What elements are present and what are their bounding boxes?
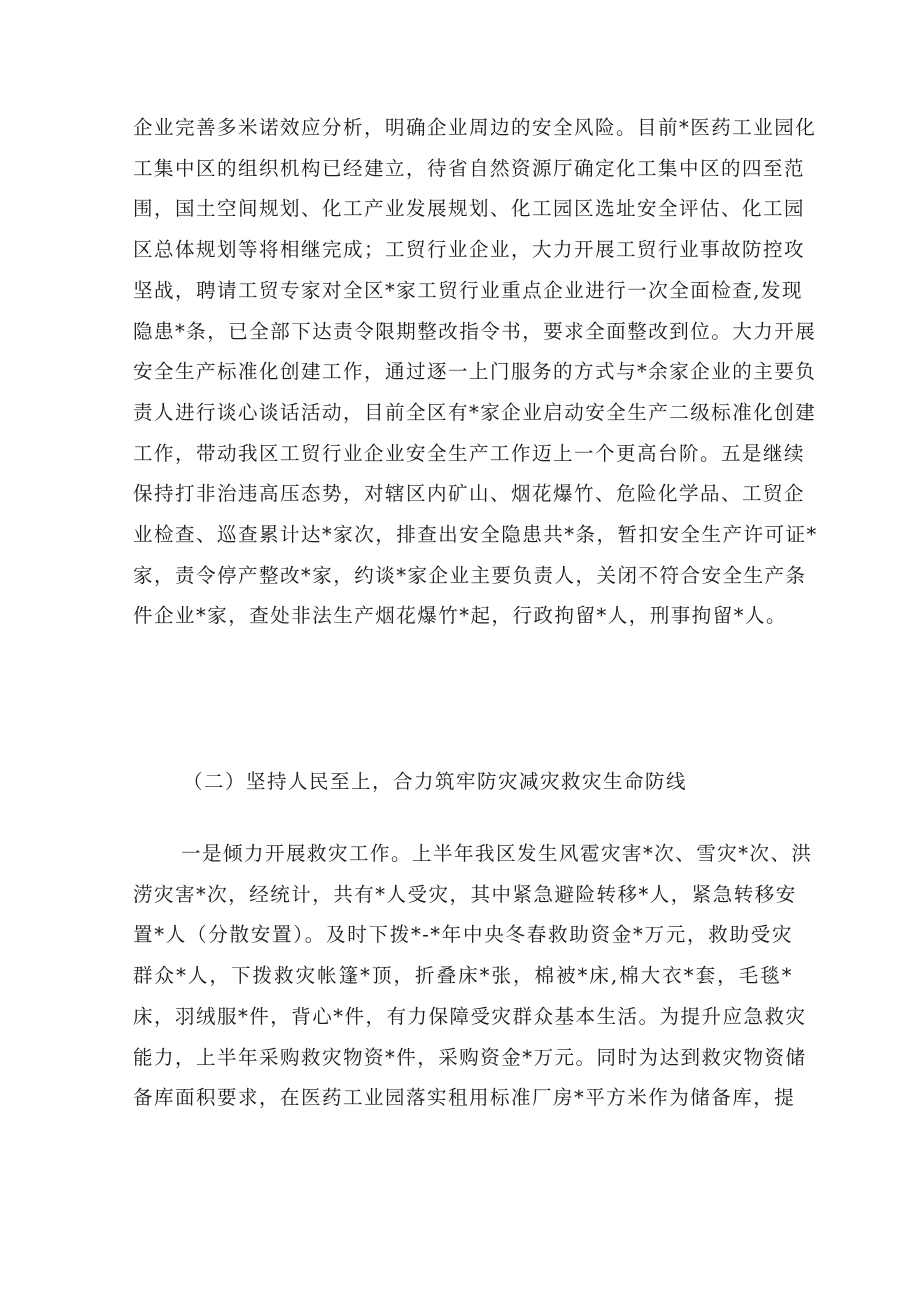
paragraph-line: 企业完善多米诺效应分析，明确企业周边的安全风险。目前*医药工业园化 <box>133 116 817 139</box>
paragraph-line: 业检查、巡查累计达*家次，排查出安全隐患共*条，暂扣安全生产许可证* <box>133 523 818 547</box>
body-paragraph-1 <box>133 108 818 637</box>
section-heading: （二）坚持人民至上，合力筑牢防灾减灾救灾生命防线 <box>183 770 688 793</box>
paragraph-line: 家，责令停产整改*家，约谈*家企业主要负责人，关闭不符合安全生产条 <box>133 563 807 587</box>
paragraph-line: 涝灾害*次，经统计，共有*人受灾，其中紧急避险转移*人，紧急转移安 <box>133 882 797 906</box>
paragraph-line: 一是倾力开展救灾工作。上半年我区发生风雹灾害*次、雪灾*次、洪 <box>181 842 813 865</box>
paragraph-line: 隐患*条，已全部下达责令限期整改指令书，要求全面整改到位。大力开展 <box>133 319 817 343</box>
paragraph-line: 能力，上半年采购救灾物资*件，采购资金*万元。同时为达到救灾物资储 <box>133 1045 807 1069</box>
paragraph-line: 区总体规划等将相继完成；工贸行业企业，大力开展工贸行业事故防控攻 <box>133 238 806 262</box>
paragraph-line: 置*人（分散安置）。及时下拨*-*年中央冬春救助资金*万元，救助受灾 <box>133 923 793 947</box>
paragraph-line: 坚战，聘请工贸专家对全区*家工贸行业重点企业进行一次全面检查,发现 <box>133 278 803 302</box>
paragraph-line: 保持打非治违高压态势，对辖区内矿山、烟花爆竹、危险化学品、工贸企 <box>133 482 806 506</box>
paragraph-line: 工集中区的组织机构已经建立，待省自然资源厅确定化工集中区的四至范 <box>133 156 806 180</box>
paragraph-line: 群众*人，下拨救灾帐篷*顶，折叠床*张，棉被*床,棉大衣*套，毛毯* <box>133 964 793 988</box>
body-paragraph-2 <box>133 834 813 1119</box>
paragraph-line: 备库面积要求，在医药工业园落实租用标准厂房*平方米作为储备库，提 <box>133 1086 796 1110</box>
paragraph-line: 件企业*家，查处非法生产烟花爆竹*起，行政拘留*人，刑事拘留*人。 <box>133 604 788 628</box>
paragraph-line: 床，羽绒服*件，背心*件，有力保障受灾群众基本生活。为提升应急救灾 <box>133 1004 807 1028</box>
paragraph-line: 责人进行谈心谈话活动，目前全区有*家企业启动安全生产二级标准化创建 <box>133 400 817 424</box>
paragraph-line: 工作，带动我区工贸行业企业安全生产工作迈上一个更高台阶。五是继续 <box>133 441 806 465</box>
paragraph-line: 围，国土空间规划、化工产业发展规划、化工园区选址安全评估、化工园 <box>133 197 806 221</box>
paragraph-line: 安全生产标准化创建工作，通过逐一上门服务的方式与*余家企业的主要负 <box>133 360 817 384</box>
